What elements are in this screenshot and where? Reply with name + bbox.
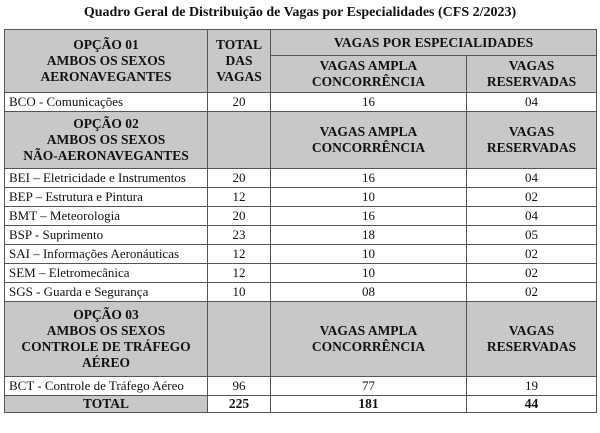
specialty: BCO - Comunicações — [5, 93, 208, 112]
total-row — [5, 396, 597, 413]
reserved-value: 04 — [467, 207, 597, 226]
table-row — [5, 207, 597, 226]
reserved-value: 19 — [467, 377, 597, 396]
ampla-total: 181 — [271, 396, 467, 413]
header-opcao-02: OPÇÃO 02 AMBOS OS SEXOS NÃO-AERONAVEGANTES — [5, 112, 208, 169]
total-value: 20 — [208, 93, 271, 112]
header-total: TOTAL DAS VAGAS — [208, 30, 271, 93]
header-ampla: VAGAS AMPLA CONCORRÊNCIA — [271, 112, 467, 169]
ampla-value: 10 — [271, 264, 467, 283]
header-opcao-01: OPÇÃO 01 AMBOS OS SEXOS AERONAVEGANTES — [5, 30, 208, 93]
header-vagas-por-especialidades: VAGAS POR ESPECIALIDADES — [271, 30, 597, 56]
specialty: SAI – Informações Aeronáuticas — [5, 245, 208, 264]
ampla-value: 16 — [271, 93, 467, 112]
header-reservadas: VAGAS RESERVADAS — [467, 56, 597, 93]
specialty: SGS - Guarda e Segurança — [5, 283, 208, 302]
total-value: 12 — [208, 264, 271, 283]
total-value: 96 — [208, 377, 271, 396]
ampla-value: 16 — [271, 207, 467, 226]
ampla-value: 77 — [271, 377, 467, 396]
total-value: 12 — [208, 245, 271, 264]
header-ampla: VAGAS AMPLA CONCORRÊNCIA — [271, 302, 467, 377]
header-ampla: VAGAS AMPLA CONCORRÊNCIA — [271, 56, 467, 93]
total-value: 10 — [208, 283, 271, 302]
total-label: TOTAL — [5, 396, 208, 413]
table-row — [5, 226, 597, 245]
total-value: 20 — [208, 207, 271, 226]
specialty: BSP - Suprimento — [5, 226, 208, 245]
table-row — [5, 245, 597, 264]
header-reservadas: VAGAS RESERVADAS — [467, 112, 597, 169]
total-value: 23 — [208, 226, 271, 245]
specialty: BCT - Controle de Tráfego Aéreo — [5, 377, 208, 396]
reserved-value: 04 — [467, 169, 597, 188]
ampla-value: 18 — [271, 226, 467, 245]
table-row — [5, 264, 597, 283]
reserved-value: 02 — [467, 245, 597, 264]
reserved-value: 02 — [467, 283, 597, 302]
table-row — [5, 283, 597, 302]
header-reservadas: VAGAS RESERVADAS — [467, 302, 597, 377]
table-row — [5, 169, 597, 188]
ampla-value: 16 — [271, 169, 467, 188]
empty-cell — [208, 302, 271, 377]
reserved-value: 02 — [467, 188, 597, 207]
reserved-value: 05 — [467, 226, 597, 245]
total-value: 12 — [208, 188, 271, 207]
header-opcao-03: OPÇÃO 03 AMBOS OS SEXOS CONTROLE DE TRÁFEGO AÉREO — [5, 302, 208, 377]
specialty: BMT – Meteorologia — [5, 207, 208, 226]
table-row — [5, 377, 597, 396]
reserved-value: 04 — [467, 93, 597, 112]
vacancy-table — [4, 29, 597, 413]
ampla-value: 08 — [271, 283, 467, 302]
total-value: 20 — [208, 169, 271, 188]
table-row — [5, 188, 597, 207]
reserved-value: 02 — [467, 264, 597, 283]
specialty: BEI – Eletricidade e Instrumentos — [5, 169, 208, 188]
table-row — [5, 93, 597, 112]
specialty: BEP – Estrutura e Pintura — [5, 188, 208, 207]
grand-total: 225 — [208, 396, 271, 413]
document-title: Quadro Geral de Distribuição de Vagas por Especialidades (CFS 2/2023) — [83, 5, 517, 20]
specialty: SEM – Eletromecânica — [5, 264, 208, 283]
reserved-total: 44 — [467, 396, 597, 413]
empty-cell — [208, 112, 271, 169]
ampla-value: 10 — [271, 188, 467, 207]
ampla-value: 10 — [271, 245, 467, 264]
